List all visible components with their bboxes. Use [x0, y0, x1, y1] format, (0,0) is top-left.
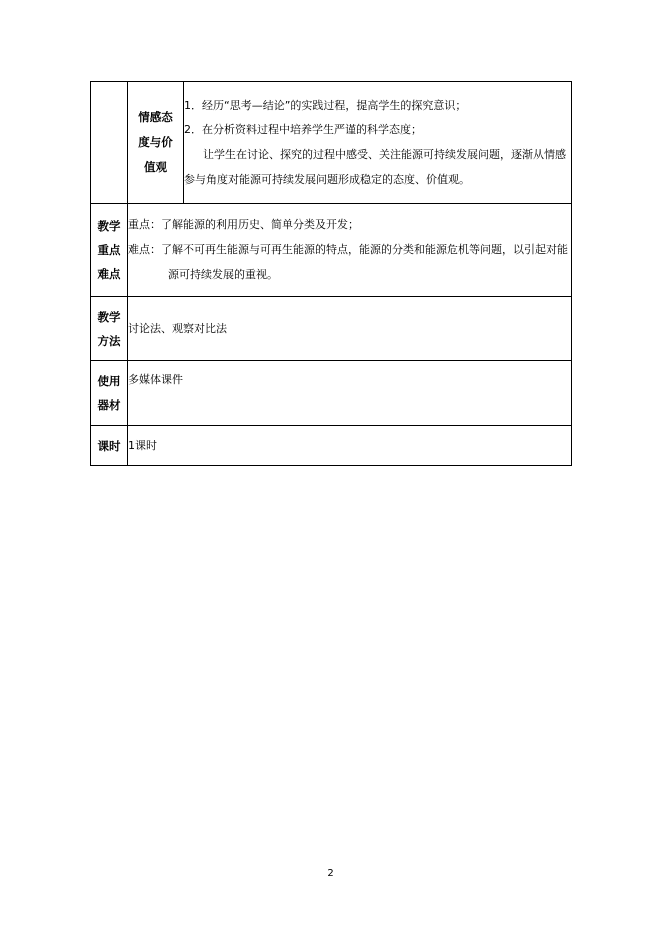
key-points-header-line: 难点: [97, 267, 121, 281]
attitude-content: [184, 82, 572, 204]
key-points-header-line: 教学: [97, 219, 121, 233]
attitude-header-cell: [91, 82, 128, 204]
row-equipment: [91, 361, 572, 426]
method-header-line: 方法: [97, 333, 121, 348]
row-key-points: [91, 204, 572, 297]
page-number: 2: [327, 868, 334, 879]
lesson-plan-table: [90, 81, 572, 466]
attitude-goal-3: 让学生在讨论、探究的过程中感受、关注能源可持续发展问题，逐渐从情感参与角度对能源可持续发展问题形成稳定的态度、价值观。: [184, 147, 566, 186]
period-content: [128, 426, 572, 466]
attitude-sub-label-line: 度与价: [138, 135, 173, 149]
row-method: [91, 297, 572, 361]
row-period: [91, 426, 572, 466]
attitude-sub-label-line: 情感态: [138, 110, 173, 124]
row-attitude-values: [91, 82, 572, 204]
equipment-content: [128, 361, 572, 426]
attitude-goal-1: 1．经历“思考—结论”的实践过程，提高学生的探究意识；: [184, 98, 467, 112]
key-points-header: [91, 204, 128, 297]
equipment-value: 多媒体课件: [128, 373, 183, 386]
period-header: 课时: [91, 426, 128, 466]
period-value: 1课时: [128, 438, 157, 452]
method-value: 讨论法、观察对比法: [128, 322, 227, 335]
key-points-header-line: 重点: [97, 243, 121, 257]
attitude-sub-label: [128, 82, 184, 204]
key-points-content: [128, 204, 572, 297]
difficulty-text: 难点：了解不可再生能源与可再生能源的特点，能源的分类和能源危机等问题，以引起对能源可持续发展的重视。: [128, 243, 568, 281]
equipment-header-line: 使用: [97, 374, 121, 388]
equipment-header-line: 器材: [97, 398, 121, 412]
method-header-line: 教学: [97, 309, 121, 324]
attitude-sub-label-line: 值观: [144, 160, 167, 174]
focus-text: 重点：了解能源的利用历史、简单分类及开发；: [128, 218, 359, 231]
equipment-header: [91, 361, 128, 426]
attitude-goal-2: 2．在分析资料过程中培养学生严谨的科学态度；: [184, 122, 422, 136]
method-header: [91, 297, 128, 361]
method-content: [128, 297, 572, 361]
